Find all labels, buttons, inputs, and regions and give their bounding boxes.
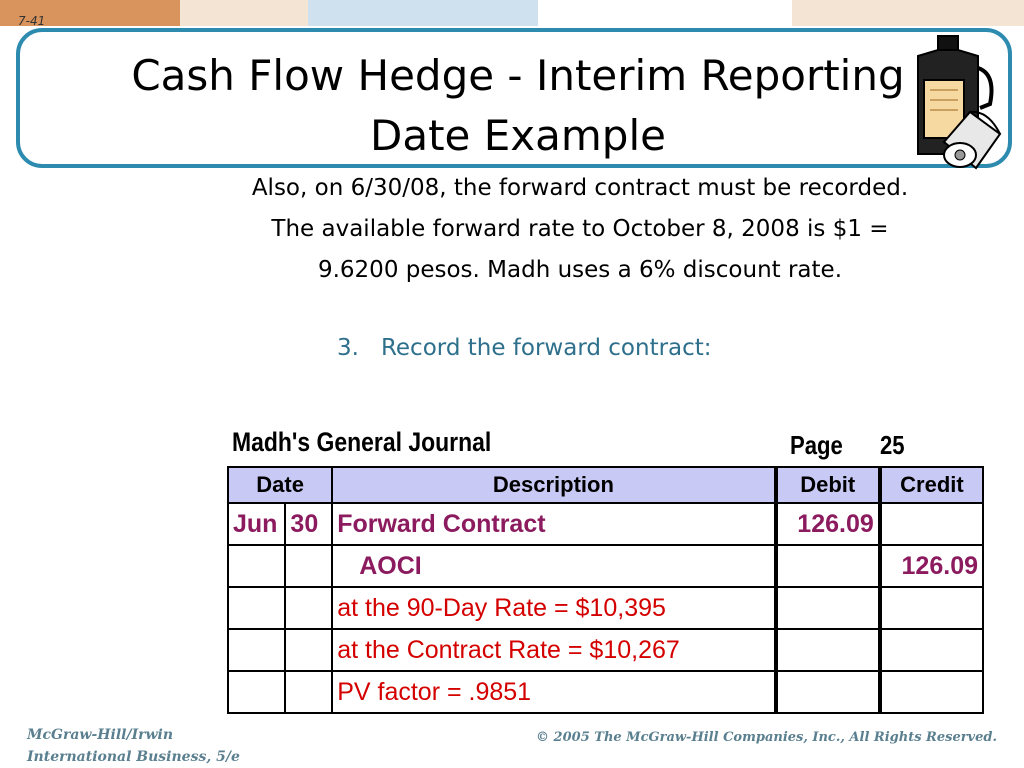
entry-note: at the Contract Rate = $10,267 [332, 629, 774, 671]
entry-month [228, 629, 285, 671]
footer-publisher [27, 724, 240, 768]
entry-day [285, 587, 332, 629]
strip-segment [308, 0, 538, 26]
entry-debit [777, 629, 879, 671]
publisher-line-2: International Business, 5/e [27, 749, 240, 765]
strip-segment [792, 0, 1024, 26]
page-number: 25 [880, 430, 905, 460]
entry-day [285, 629, 332, 671]
entry-credit [881, 503, 983, 545]
page-label: Page [790, 430, 843, 460]
slide-number: 7-41 [18, 14, 46, 28]
entry-month: Jun [228, 503, 285, 545]
entry-debit: 126.09 [777, 503, 879, 545]
journal-row [228, 587, 983, 629]
journal-row [228, 503, 983, 545]
entry-month [228, 671, 285, 713]
step-number: 3. [337, 335, 359, 361]
title-box [16, 28, 1012, 168]
journal-row [228, 671, 983, 713]
entry-credit [881, 587, 983, 629]
step-item [337, 335, 712, 361]
step-text: Record the forward contract: [380, 335, 712, 361]
header-credit: Credit [881, 467, 983, 503]
publisher-line-1: McGraw-Hill/Irwin [27, 727, 174, 743]
entry-debit [777, 671, 879, 713]
oil-bottle-icon [900, 34, 1004, 176]
footer-copyright: © 2005 The McGraw-Hill Companies, Inc., All Rights Reserved. [536, 730, 997, 745]
journal-title: Madh's General Journal [232, 427, 492, 457]
entry-credit: 126.09 [881, 545, 983, 587]
entry-month [228, 545, 285, 587]
header-debit: Debit [777, 467, 879, 503]
journal-row [228, 629, 983, 671]
header-description: Description [332, 467, 774, 503]
entry-description: Forward Contract [332, 503, 774, 545]
entry-debit [777, 545, 879, 587]
journal-row [228, 545, 983, 587]
entry-note: at the 90-Day Rate = $10,395 [332, 587, 774, 629]
header-date: Date [228, 467, 332, 503]
journal-table [227, 466, 984, 714]
strip-segment [538, 0, 792, 26]
entry-day: 30 [285, 503, 332, 545]
entry-day [285, 545, 332, 587]
entry-credit [881, 629, 983, 671]
entry-note: PV factor = .9851 [332, 671, 774, 713]
top-color-strip [0, 0, 1024, 26]
body-paragraph: Also, on 6/30/08, the forward contract must be recorded. The available forward rate to October 8, 2008 is $1 = 9.6200 pesos. Madh uses a 6% discount rate. [251, 175, 909, 283]
slide-title: Cash Flow Hedge - Interim Reporting Date Example [131, 51, 905, 160]
entry-debit [777, 587, 879, 629]
entry-month [228, 587, 285, 629]
entry-day [285, 671, 332, 713]
entry-credit [881, 671, 983, 713]
entry-description: AOCI [332, 545, 774, 587]
journal-header-row [228, 467, 983, 503]
strip-segment [180, 0, 308, 26]
